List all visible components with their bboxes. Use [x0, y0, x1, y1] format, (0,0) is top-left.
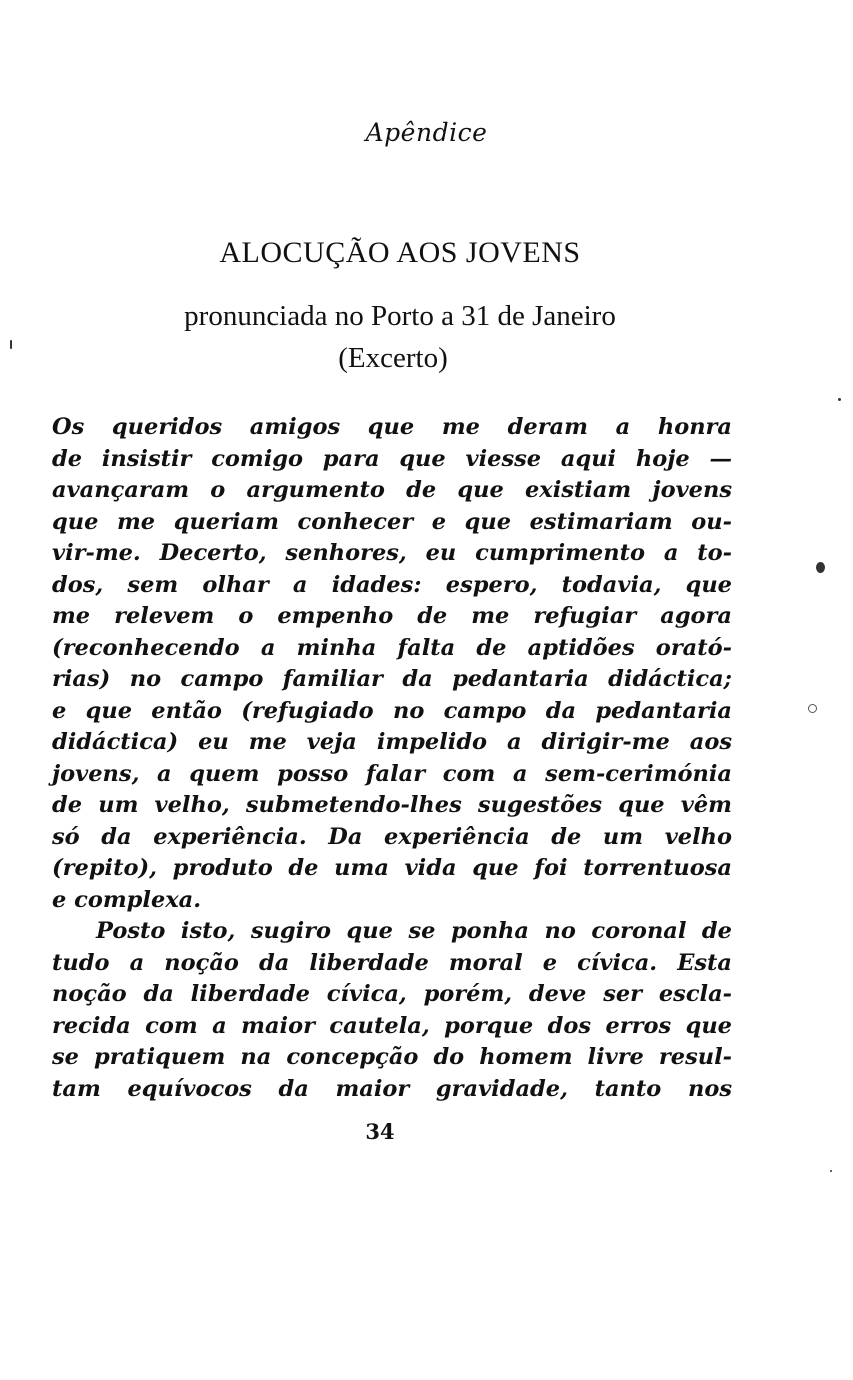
article-title: ALOCUÇÃO AOS JOVENS: [219, 236, 581, 269]
text-line: avançaram o argumento de que existiam jovens: [52, 477, 732, 503]
text-line: tudo a noção da liberdade moral e cívica. Esta: [52, 949, 732, 976]
text-line: (reconhecendo a minha falta de aptidões orató-: [52, 634, 732, 661]
scan-speck: [10, 340, 12, 349]
text-line: de insistir comigo para que viesse aqui hoje —: [52, 445, 732, 472]
paragraph-2: [52, 916, 732, 1105]
scan-speck: [838, 398, 841, 401]
body-text: [52, 412, 732, 1105]
text-line: me relevem o empenho de me refugiar agora: [52, 603, 732, 629]
text-line: se pratiquem na concepção do homem livre resul-: [52, 1044, 732, 1070]
page-number: 34: [365, 1119, 395, 1144]
text-line: vir-me. Decerto, senhores, eu cumprimento a to-: [52, 540, 732, 566]
text-line: tam equívocos da maior gravidade, tanto nos: [52, 1075, 732, 1102]
text-line: só da experiência. Da experiência de um velho: [52, 823, 732, 850]
text-line: noção da liberdade cívica, porém, deve ser escla-: [52, 981, 732, 1007]
scan-speck: [830, 1170, 832, 1172]
running-header: Apêndice: [365, 118, 488, 147]
scan-speck: [816, 562, 825, 573]
text-line: Posto isto, sugiro que se ponha no coronal de: [96, 918, 732, 944]
text-line: jovens, a quem posso falar com a sem-cerimónia: [52, 760, 732, 787]
scan-speck: [808, 704, 817, 713]
paragraph-1: [52, 412, 732, 916]
text-line: rias) no campo familiar da pedantaria didáctica;: [52, 666, 732, 692]
article-subtitle: pronunciada no Porto a 31 de Janeiro: [184, 300, 616, 332]
text-line: que me queriam conhecer e que estimariam ou-: [52, 508, 732, 535]
excerpt-note: (Excerto): [338, 342, 448, 374]
text-line: recida com a maior cautela, porque dos erros que: [52, 1012, 732, 1039]
text-line: de um velho, submetendo-lhes sugestões que vêm: [52, 792, 732, 818]
text-line: dos, sem olhar a idades: espero, todavia, que: [52, 571, 732, 598]
text-line: (repito), produto de uma vida que foi torrentuosa: [52, 855, 732, 881]
text-line: didáctica) eu me veja impelido a dirigir-me aos: [52, 729, 732, 755]
text-line: Os queridos amigos que me deram a honra: [52, 414, 732, 440]
text-line: e complexa.: [52, 886, 202, 913]
text-line: e que então (refugiado no campo da pedantaria: [52, 697, 732, 724]
